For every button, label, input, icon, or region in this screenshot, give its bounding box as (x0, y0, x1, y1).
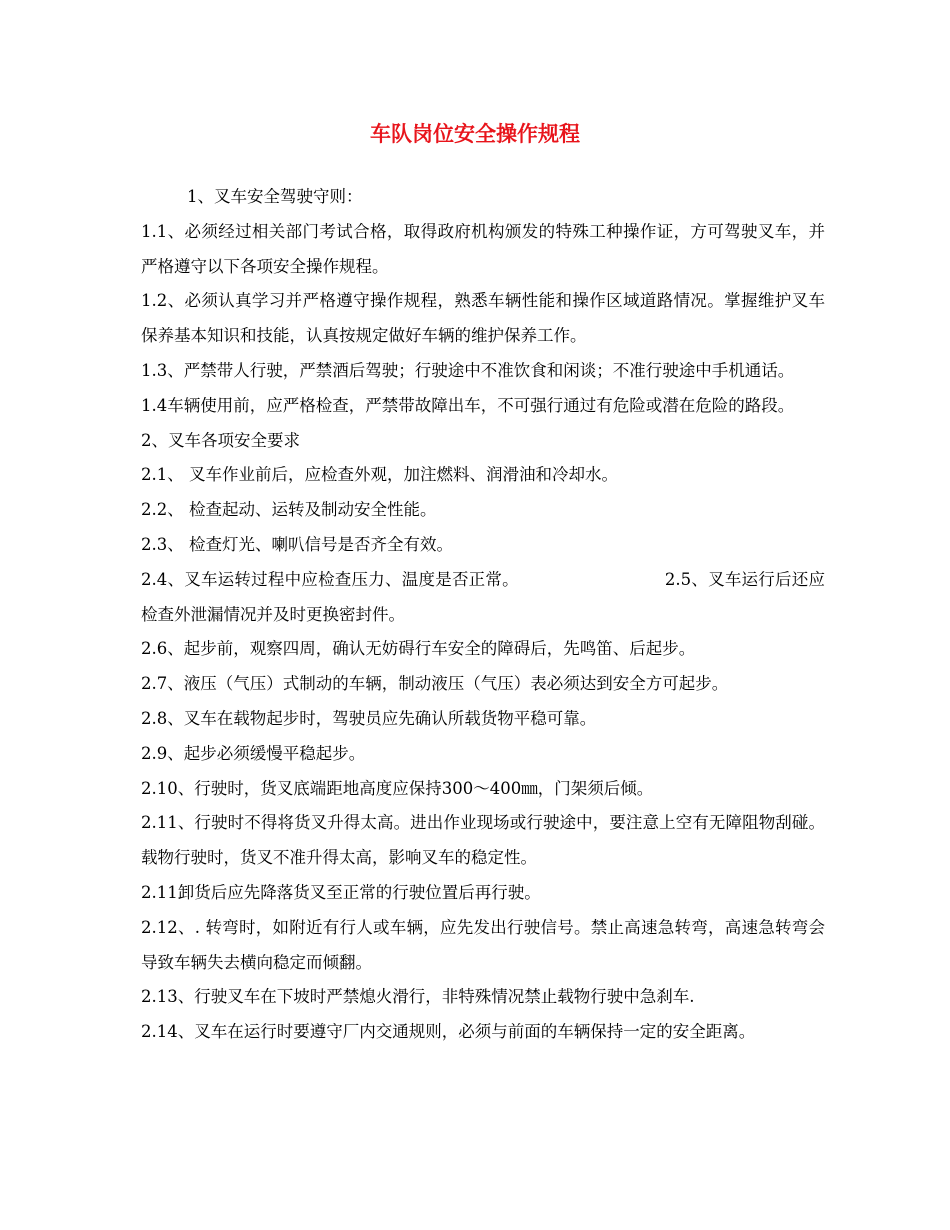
paragraph-section-2-heading: 2、叉车各项安全要求 (141, 430, 300, 450)
paragraph-2-1: 2.1、 叉车作业前后，应检查外观，加注燃料、润滑油和冷却水。 (141, 465, 618, 485)
paragraph-2-11: 2.11、行驶时不得将货叉升得太高。进出作业现场或行驶途中，要注意上空有无障阻物刮碰。载物行驶时，货叉不准升得太高，影响叉车的稳定性。 (141, 813, 825, 868)
paragraph-2-14: 2.14、叉车在运行时要遵守厂内交通规则，必须与前面的车辆保持一定的安全距离。 (141, 1022, 756, 1042)
paragraph-2-4: 2.4、叉车运转过程中应检查压力、温度是否正常。 (141, 569, 519, 589)
paragraph-1-2: 1.2、必须认真学习并严格遵守操作规程，熟悉车辆性能和操作区域道路情况。掌握维护叉车保养基本知识和技能，认真按规定做好车辆的维护保养工作。 (141, 291, 825, 346)
paragraph-1-4: 1.4车辆使用前，应严格检查，严禁带故障出车，不可强行通过有危险或潜在危险的路段。 (141, 395, 795, 415)
paragraph-2-12: 2.12、. 转弯时，如附近有行人或车辆，应先发出行驶信号。禁止高速急转弯，高速急转弯会导致车辆失去横向稳定而倾翻。 (141, 917, 825, 972)
paragraph-section-1-heading: 1、叉车安全驾驶守则： (187, 187, 363, 206)
paragraph-2-3: 2.3、 检查灯光、喇叭信号是否齐全有效。 (141, 534, 453, 554)
paragraph-2-11b: 2.11卸货后应先降落货叉至正常的行驶位置后再行驶。 (141, 882, 541, 902)
document-body (141, 180, 825, 1050)
paragraph-2-8: 2.8、叉车在载物起步时，驾驶员应先确认所载货物平稳可靠。 (141, 708, 597, 728)
paragraph-2-5: 2.5、叉车运行后还应检查外泄漏情况并及时更换密封件。 (141, 569, 825, 624)
paragraph-2-4-2-5 (141, 563, 825, 633)
paragraph-1-1: 1.1、必须经过相关部门考试合格，取得政府机构颁发的特殊工种操作证，方可驾驶叉车，并严格遵守以下各项安全操作规程。 (141, 221, 825, 276)
paragraph-2-9: 2.9、起步必须缓慢平稳起步。 (141, 743, 366, 763)
paragraph-2-6: 2.6、起步前，观察四周，确认无妨碍行车安全的障碍后，先鸣笛、后起步。 (141, 639, 696, 659)
paragraph-2-13: 2.13、行驶叉车在下坡时严禁熄火滑行，非特殊情况禁止载物行驶中急刹车. (141, 987, 695, 1007)
paragraph-2-7: 2.7、液压（气压）式制动的车辆，制动液压（气压）表必须达到安全方可起步。 (141, 674, 729, 694)
paragraph-1-3: 1.3、严禁带人行驶，严禁酒后驾驶；行驶途中不准饮食和闲谈；不准行驶途中手机通话。 (141, 360, 795, 380)
paragraph-2-10: 2.10、行驶时，货叉底端距地高度应保持300～400㎜，门架须后倾。 (141, 778, 654, 798)
page-title: 车队岗位安全操作规程 (370, 122, 580, 146)
paragraph-2-2: 2.2、 检查起动、运转及制动安全性能。 (141, 500, 437, 520)
